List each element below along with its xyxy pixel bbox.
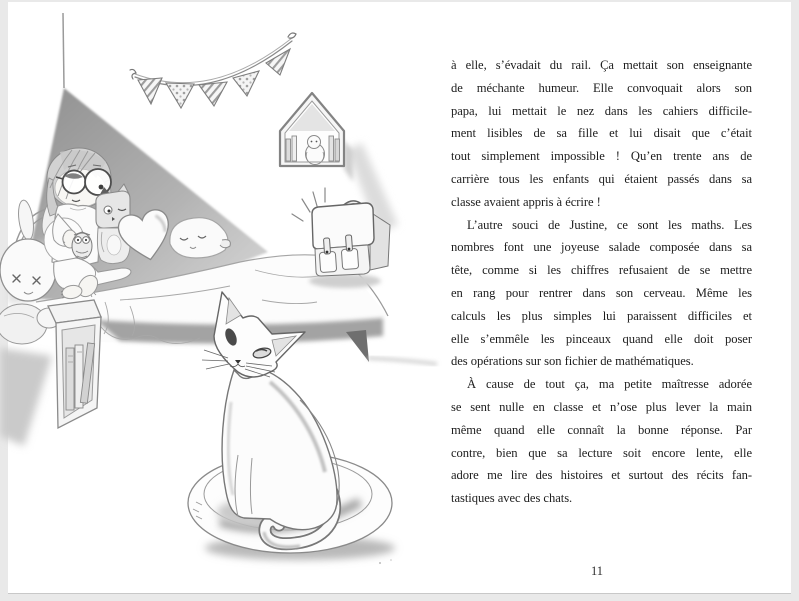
text-line: tout simplement impossible ! Qu’en trente ans de: [451, 149, 752, 164]
text-line: en rang pour rentrer dans son cerveau. Même les: [451, 285, 752, 300]
text-line: adore me lire des histoires et surtout des récits fan-: [451, 468, 752, 483]
cube-bookshelf: [48, 300, 101, 428]
text-line: classe avaient appris à écrire !: [451, 194, 601, 209]
text-line: ment lisibles de sa fille et lui disait que c’était: [451, 126, 752, 141]
text-line: papa, lui mettait le nez dans les cahiers difficile-: [451, 103, 752, 118]
text-line: elle s’emmêle les pinceaux quand elle doit poser: [451, 331, 752, 346]
text-line: même quand elle connaît la bonne réponse. Par: [451, 422, 752, 437]
text-line: tête, comme si les chiffres refusaient de se mettre: [451, 263, 752, 278]
satchel-flap: [312, 203, 374, 249]
page-text: [451, 54, 752, 510]
bunting-garland: [130, 33, 296, 108]
house-shelf: [280, 93, 353, 182]
text-line: nombres font une joyeuse salade composée dans sa: [451, 240, 752, 255]
bed-leg: [346, 330, 369, 362]
text-line: carrière tous les enfants qui étaient passés dans sa: [451, 171, 752, 186]
floor-speck: [379, 562, 381, 564]
page-number: 11: [590, 564, 604, 578]
text-line: de méchante humeur. Elle convoquait alors son: [451, 80, 752, 95]
text-line: se sent nulle en classe et n’ose plus lever la main: [451, 399, 752, 414]
text-line: calculs les plus simples lui paraissent difficiles et: [451, 308, 752, 323]
floor-speck: [390, 559, 392, 561]
text-line: à elle, s’évadait du rail. Ça mettait son enseignante: [451, 58, 752, 72]
floor-shadow: [0, 348, 52, 446]
text-line: L’autre souci de Justine, ce sont les maths. Les: [467, 217, 752, 232]
text-line: À cause de tout ça, ma petite maîtresse adorée: [467, 377, 752, 392]
text-line: des opérations sur son fichier de mathématiques.: [451, 354, 694, 369]
owl-print: [72, 232, 92, 259]
text-line: tastiques avec des chats.: [451, 491, 573, 506]
text-line: contre, bien que sa lecture soit encore lente, elle: [451, 445, 752, 460]
